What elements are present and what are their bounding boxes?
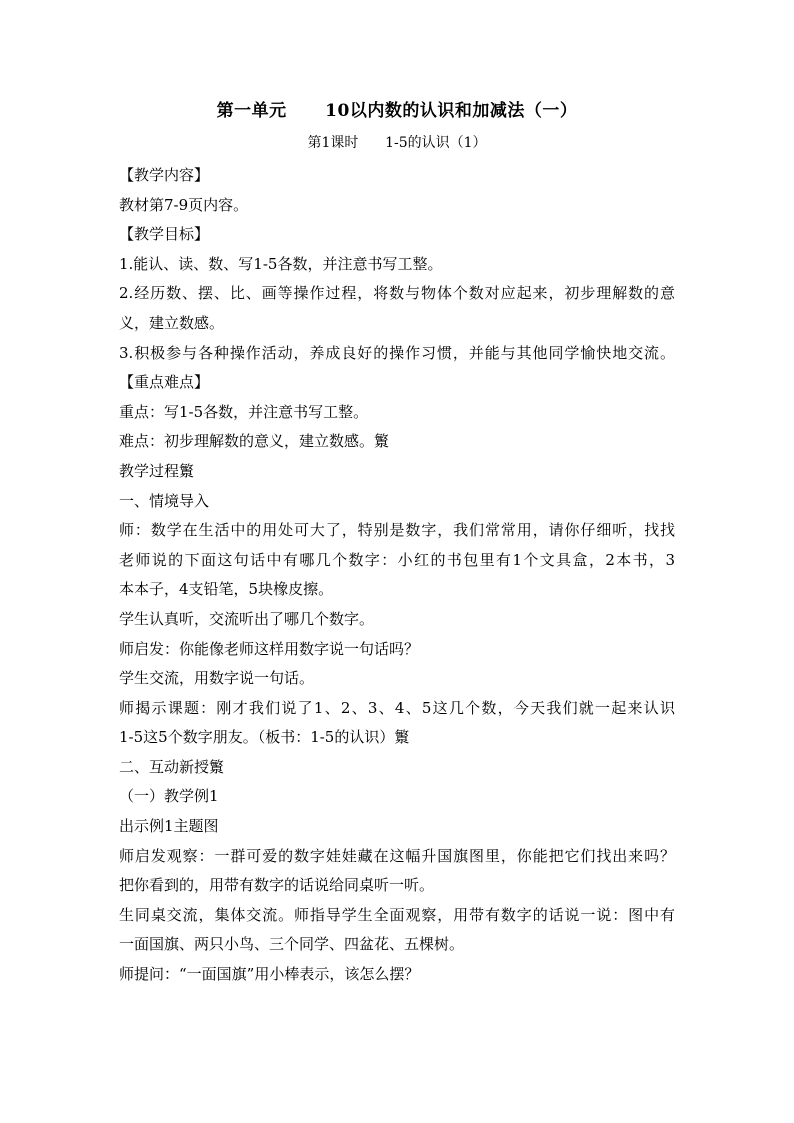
paragraph-line: 3.积极参与各种操作活动，养成良好的操作习惯，并能与其他同学愉快地交流。 <box>119 343 675 362</box>
document-title: 第一单元 10以内数的认识和加减法（一） <box>216 101 578 121</box>
paragraph-line: 1-5这5个数字朋友。（板书：1-5的认识）瀪 <box>119 728 410 747</box>
section-heading-process: 教学过程瀪 <box>119 461 195 480</box>
paragraph-line: 义，建立数感。 <box>119 313 225 332</box>
paragraph-line: 学生交流，用数字说一句话。 <box>119 669 315 688</box>
paragraph-line: 重点：写1-5各数，并注意书写工整。 <box>119 402 369 421</box>
paragraph-line: 老师说的下面这句话中有哪几个数字：小红的书包里有1个文具盒，2本书，3 <box>119 550 675 569</box>
paragraph-line: 把你看到的，用带有数字的话说给同桌听一听。 <box>119 876 435 895</box>
paragraph-line: 师提问：“一面国旗”用小棒表示，该怎么摆？ <box>119 965 420 984</box>
paragraph-line: 生同桌交流，集体交流。师指导学生全面观察，用带有数字的话说一说：图中有 <box>119 905 675 924</box>
paragraph-line: 1.能认、读、数、写1-5各数，并注意书写工整。 <box>119 254 443 273</box>
paragraph-line: 难点：初步理解数的意义，建立数感。瀪 <box>119 432 390 451</box>
section-heading-intro: 一、情境导入 <box>119 491 210 510</box>
paragraph-line: 师启发：你能像老师这样用数字说一句话吗？ <box>119 639 420 658</box>
section-heading-goals: 【教学目标】 <box>119 225 210 244</box>
paragraph-line: 一面国旗、两只小鸟、三个同学、四盆花、五棵树。 <box>119 935 465 954</box>
paragraph-line: 本本子，4支铅笔，5块橡皮擦。 <box>119 580 334 599</box>
section-heading-content: 【教学内容】 <box>119 166 210 184</box>
lesson-subtitle: 第1课时 1-5的认识（1） <box>307 135 487 151</box>
paragraph-line: 师：数学在生活中的用处可大了，特别是数字，我们常常用，请你仔细听，找找 <box>119 521 675 540</box>
paragraph-line: 教材第7-9页内容。 <box>119 195 249 214</box>
subsection-heading: （一）教学例1 <box>119 787 219 806</box>
section-heading-key-points: 【重点难点】 <box>119 373 210 392</box>
paragraph-line: 出示例1主题图 <box>119 817 219 836</box>
paragraph-line: 师揭示课题：刚才我们说了1、2、3、4、5这几个数，今天我们就一起来认识 <box>119 698 675 717</box>
paragraph-line: 师启发观察：一群可爱的数字娃娃藏在这幅升国旗图里，你能把它们找出来吗？ <box>119 846 675 865</box>
section-heading-new-lesson: 二、互动新授瀪 <box>119 757 225 776</box>
paragraph-line: 2.经历数、摆、比、画等操作过程，将数与物体个数对应起来，初步理解数的意 <box>119 284 675 303</box>
document-body <box>119 161 675 990</box>
paragraph-line: 学生认真听，交流听出了哪几个数字。 <box>119 609 375 628</box>
